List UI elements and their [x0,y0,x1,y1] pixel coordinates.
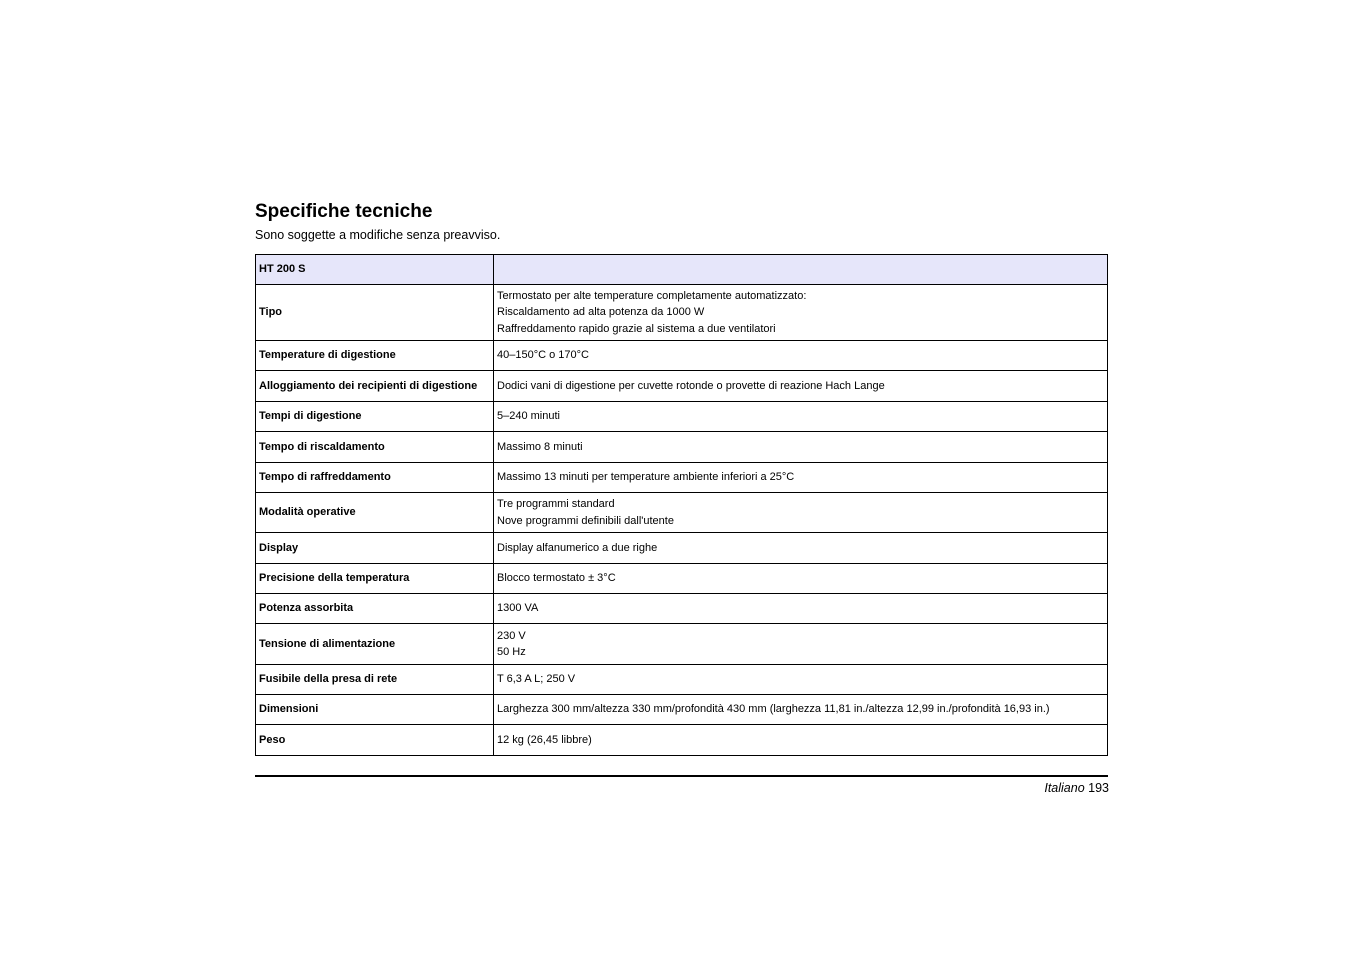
spec-value-line: Termostato per alte temperature completamente automatizzato: [497,289,807,302]
page-title: Specifiche tecniche [255,201,433,222]
spec-label: Modalità operative [256,493,494,533]
spec-value [494,463,1108,493]
spec-value-line: 1300 VA [497,602,539,615]
spec-value-line: Massimo 13 minuti per temperature ambiente inferiori a 25°C [497,471,795,484]
spec-label: Tempo di raffreddamento [256,463,494,493]
table-row [256,341,1108,371]
spec-value-line: 12 kg (26,45 libbre) [497,733,592,746]
spec-value [494,493,1108,533]
spec-value [494,725,1108,756]
table-header-row [256,255,1108,285]
spec-label: Dimensioni [256,695,494,725]
spec-value-line: Massimo 8 minuti [497,440,583,453]
table-header-model: HT 200 S [256,255,494,285]
table-row [256,463,1108,493]
spec-value [494,432,1108,463]
spec-label: Tempi di digestione [256,402,494,432]
spec-value-line: Raffreddamento rapido grazie al sistema a due ventilatori [497,322,776,335]
spec-value-line: 50 Hz [497,646,526,658]
spec-value-line: Tre programmi standard [497,498,615,510]
spec-value-line: Nove programmi definibili dall'utente [497,514,674,527]
table-row [256,665,1108,695]
page-subtitle: Sono soggette a modifiche senza preavviso. [255,228,501,242]
spec-label: Temperature di digestione [256,341,494,371]
spec-label: Tempo di riscaldamento [256,432,494,463]
table-row [256,371,1108,402]
specifications-table [255,254,1108,756]
footer [1044,780,1109,797]
spec-value [494,564,1108,594]
table-row [256,624,1108,665]
spec-value [494,341,1108,371]
table-row [256,533,1108,564]
spec-value [494,402,1108,432]
table-row [256,725,1108,756]
footer-language: Italiano [1044,781,1085,795]
spec-value-line: 40–150°C o 170°C [497,349,589,362]
spec-value-line: T 6,3 A L; 250 V [497,673,576,686]
spec-value [494,371,1108,402]
spec-label: Potenza assorbita [256,594,494,624]
spec-value [494,695,1108,725]
spec-value-line: Dodici vani di digestione per cuvette rotonde o provette di reazione Hach Lange [497,379,885,392]
specifications-table-body [256,255,1108,756]
table-header-empty [494,255,1108,285]
spec-label: Precisione della temperatura [256,564,494,594]
spec-value-line: 5–240 minuti [497,410,560,423]
footer-rule [255,775,1108,777]
spec-value-line: Riscaldamento ad alta potenza da 1000 W [497,306,705,319]
spec-value [494,533,1108,564]
table-row [256,432,1108,463]
spec-value [494,665,1108,695]
footer-page-number: 193 [1088,781,1109,795]
table-row [256,594,1108,624]
spec-label: Alloggiamento dei recipienti di digestione [256,371,494,402]
table-row [256,402,1108,432]
spec-value [494,624,1108,665]
spec-label: Peso [256,725,494,756]
spec-label: Display [256,533,494,564]
spec-value-line: Larghezza 300 mm/altezza 330 mm/profondità 430 mm (larghezza 11,81 in./altezza 12,99 in./profondità 16,93 in.) [497,703,1050,716]
spec-value-line: Display alfanumerico a due righe [497,541,658,554]
table-row [256,285,1108,341]
spec-value-line: Blocco termostato ± 3°C [497,572,616,585]
spec-value [494,285,1108,341]
table-row [256,564,1108,594]
spec-label: Fusibile della presa di rete [256,665,494,695]
spec-label: Tensione di alimentazione [256,624,494,665]
spec-value [494,594,1108,624]
table-row [256,695,1108,725]
spec-value-line: 230 V [497,629,526,642]
table-row [256,493,1108,533]
spec-label: Tipo [256,285,494,341]
